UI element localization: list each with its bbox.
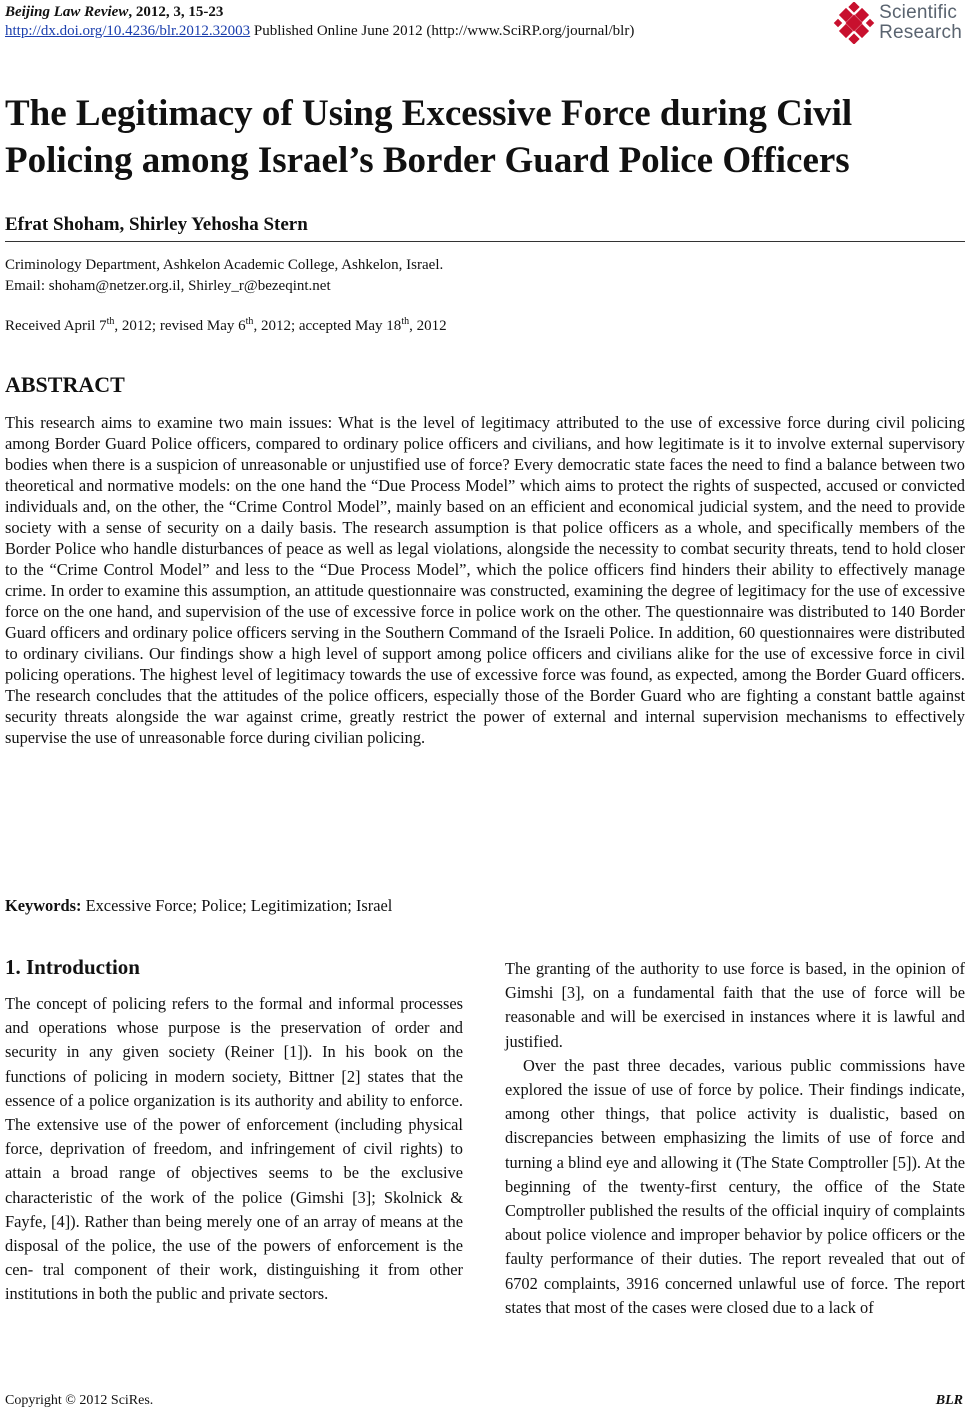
author-email: Email: shoham@netzer.org.il, Shirley_r@bezeqint.net xyxy=(5,278,331,294)
keywords-label: Keywords: xyxy=(5,896,82,915)
intro-paragraph-2: The granting of the authority to use force is based, in the opinion of Gimshi [3], on a fundamental faith that the use of force will be reasonable and will be exercised in instances where it is lawful and justified. xyxy=(505,959,965,1051)
abstract-text: This research aims to examine two main issues: What is the level of legitimacy attributed to the use of excessive force during civil policing among Border Guard Police officers, compared to ordinary police officers and civilians, and how legitimate is it to involve external supervisory bodies when there is a suspicion of unreasonable or unjustified use of force? Every democratic state faces the need to find a balance between two theoretical and normative models: on the one hand the “Due Process Model” which aims to protect the rights of suspected, accused or convicted individuals and, on the other, the “Crime Control Model”, mainly based on an efficient and economical judicial system, and the need to provide society with a sense of security on a daily basis. The research assumption is that police officers as a whole, and specifically members of the Border Police who handle disturbances of peace as well as legal violations, alongside the necessity to combat security threats, tend to hold closer to the “Crime Control Model” and less to the “Due Process Model”, which the police officers find hinders their ability to effectively manage crime. In order to examine this assumption, an attitude questionnaire was constructed, examining the degree of legitimacy for the use of excessive force on the one hand, and supervision of the use of excessive force in police work on the other. The questionnaire was distributed to 140 Border Guard officers and ordinary police officers serving in the Southern Command of the Israeli Police. In addition, 60 questionnaires were distributed to ordinary civilians. Our findings show a high level of support among police officers and civilians alike for the use of excessive force in civil policing operations. The highest level of legitimacy towards the use of excessive force was found, as expected, among the Border Guard officers. The research concludes that the attitudes of the police officers, especially those of the Border Guard who are fighting a constant battle against security threats alongside the war against crime, greatly restrict the power of external and internal supervision mechanisms to effectively supervise the use of unreasonable force during civilian policing. xyxy=(5,413,965,747)
revised-date-suffix: th xyxy=(245,316,254,327)
article-title: The Legitimacy of Using Excessive Force during Civil Policing among Israel’s Border Guard Police Officers xyxy=(5,93,853,181)
accepted-date: , 2012; accepted May 18 xyxy=(253,318,402,334)
author-affiliation xyxy=(5,255,443,297)
logo-line-2: Research xyxy=(879,22,962,43)
logo-diamond xyxy=(848,2,859,13)
journal-citation-line xyxy=(5,3,960,22)
publisher-logo-text xyxy=(879,3,962,43)
intro-paragraph-3: Over the past three decades, various public commissions have explored the issue of use of force by police. Their findings indicate, among other things, that police activity is dualistic, based on discrepancies between emphasizing the limits of use of force and turning a blind eye and allowing it (The State Comptroller [5]). At the beginning of the twenty-first century, the office of the State Comptroller published the results of the official inquiry of complaints about police violence and improper behavior by police officers or the faulty performance of their duties. The report revealed that out of 6702 complaints, 3916 concerned unlawful use of force. The report states that most of the cases were closed due to a lack of xyxy=(505,1055,965,1317)
right-column xyxy=(505,957,965,1320)
publisher-logo xyxy=(833,2,962,44)
doi-line xyxy=(5,22,960,41)
logo-line-1: Scientific xyxy=(879,2,958,23)
section-heading-introduction: 1. Introduction xyxy=(5,955,140,979)
year-text: , 2012 xyxy=(409,318,447,334)
logo-diamond xyxy=(866,19,874,27)
keywords xyxy=(5,896,392,916)
journal-volume: , 2012, 3, 15-23 xyxy=(128,4,224,20)
intro-paragraph-1: The concept of policing refers to the formal and informal processes and operations whose purpose is the preservation of order and security in any given society (Reiner [1]). In his book on the functions of policing in modern society, Bittner [2] states that the essence of a police organization is its authority and ability to enforce. The extensive use of the power of enforcement (including physical force, deprivation of freedom, and infringement of civil rights) to attain a broad range of objectives seems to be the exclusive characteristic of the work of the police (Gimshi [3]; Skolnick & Fayfe, [4]). Rather than being merely one of an array of means at the disposal of the police, the use of the powers of enforcement is the cen- tral component of their work, distinguishing it from other institutions in both the public and private sectors. xyxy=(5,994,463,1304)
accepted-date-suffix: th xyxy=(401,316,410,327)
affiliation-text: Criminology Department, Ashkelon Academic College, Ashkelon, Israel. xyxy=(5,257,444,273)
doi-link[interactable]: http://dx.doi.org/10.4236/blr.2012.32003 xyxy=(5,23,251,39)
footer-copyright: Copyright © 2012 SciRes. xyxy=(5,1393,154,1408)
left-column xyxy=(5,955,463,1307)
keywords-list: Excessive Force; Police; Legitimization; Israel xyxy=(81,896,393,915)
received-dates xyxy=(5,316,447,335)
footer-journal-abbr: BLR xyxy=(935,1393,963,1408)
logo-diamond xyxy=(848,33,859,44)
logo-diamond xyxy=(834,19,842,27)
scirp-logo-icon xyxy=(833,2,875,44)
received-date-suffix: th xyxy=(106,316,115,327)
journal-name xyxy=(5,4,223,20)
received-date: Received April 7 xyxy=(5,318,107,334)
abstract-heading: ABSTRACT xyxy=(5,372,125,397)
revised-date: , 2012; revised May 6 xyxy=(114,318,246,334)
journal-name-text: Beijing Law Review xyxy=(5,4,129,20)
article-authors: Efrat Shoham, Shirley Yehosha Stern xyxy=(5,214,308,235)
journal-header xyxy=(5,3,960,41)
title-divider xyxy=(5,241,965,242)
published-info: Published Online June 2012 (http://www.SciRP.org/journal/blr) xyxy=(250,23,635,39)
